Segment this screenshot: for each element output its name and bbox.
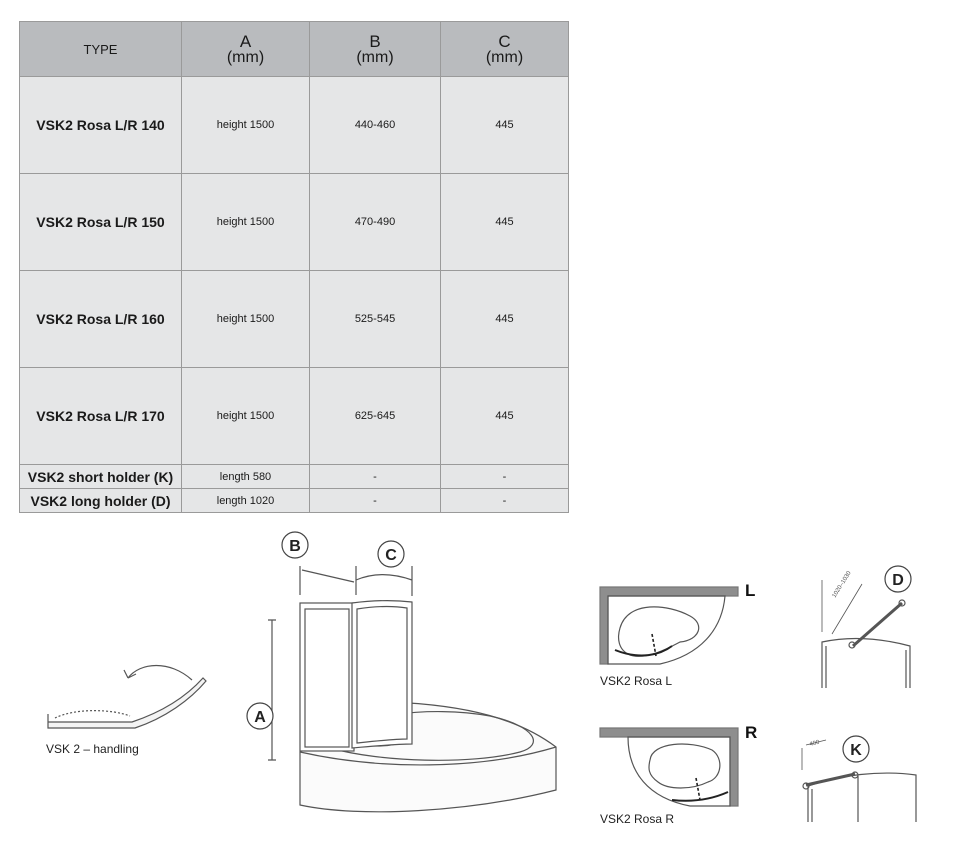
rosa-l-caption: VSK2 Rosa L	[600, 674, 673, 688]
cell-a: length 580	[182, 465, 310, 489]
marker-b: B	[289, 538, 301, 555]
cell-a: height 1500	[182, 174, 310, 271]
right-variant-letter: R	[745, 723, 758, 742]
bath-screen-drawing	[268, 566, 556, 812]
short-holder-dimension: 400	[809, 739, 821, 748]
cell-c: 445	[441, 77, 569, 174]
header-b: B (mm)	[310, 22, 441, 77]
header-c: C (mm)	[441, 22, 569, 77]
cell-c: -	[441, 465, 569, 489]
cell-a: length 1020	[182, 489, 310, 513]
left-variant-letter: L	[745, 581, 756, 600]
cell-b: 470-490	[310, 174, 441, 271]
header-type: TYPE	[20, 22, 182, 77]
cell-c: 445	[441, 368, 569, 465]
header-a: A (mm)	[182, 22, 310, 77]
cell-type: VSK2 Rosa L/R 140	[20, 77, 182, 174]
cell-c: -	[441, 489, 569, 513]
rosa-r-plan	[600, 728, 738, 806]
cell-c: 445	[441, 271, 569, 368]
cell-a: height 1500	[182, 77, 310, 174]
long-holder-dimension: 1020–1030	[831, 570, 853, 600]
marker-a: A	[254, 709, 266, 726]
marker-k: K	[850, 742, 862, 759]
marker-c: C	[385, 547, 397, 564]
cell-type: VSK2 Rosa L/R 170	[20, 368, 182, 465]
handling-drawing	[48, 666, 206, 729]
cell-b: 440-460	[310, 77, 441, 174]
cell-b: -	[310, 465, 441, 489]
cell-a: height 1500	[182, 368, 310, 465]
rosa-r-caption: VSK2 Rosa R	[600, 812, 675, 826]
cell-type: VSK2 short holder (K)	[20, 465, 182, 489]
cell-type: VSK2 Rosa L/R 160	[20, 271, 182, 368]
cell-c: 445	[441, 174, 569, 271]
rosa-l-plan	[600, 587, 738, 664]
cell-b: 525-545	[310, 271, 441, 368]
cell-type: VSK2 long holder (D)	[20, 489, 182, 513]
marker-d: D	[892, 572, 904, 589]
cell-a: height 1500	[182, 271, 310, 368]
handling-caption: VSK 2 – handling	[46, 742, 139, 756]
cell-b: 625-645	[310, 368, 441, 465]
cell-type: VSK2 Rosa L/R 150	[20, 174, 182, 271]
cell-b: -	[310, 489, 441, 513]
